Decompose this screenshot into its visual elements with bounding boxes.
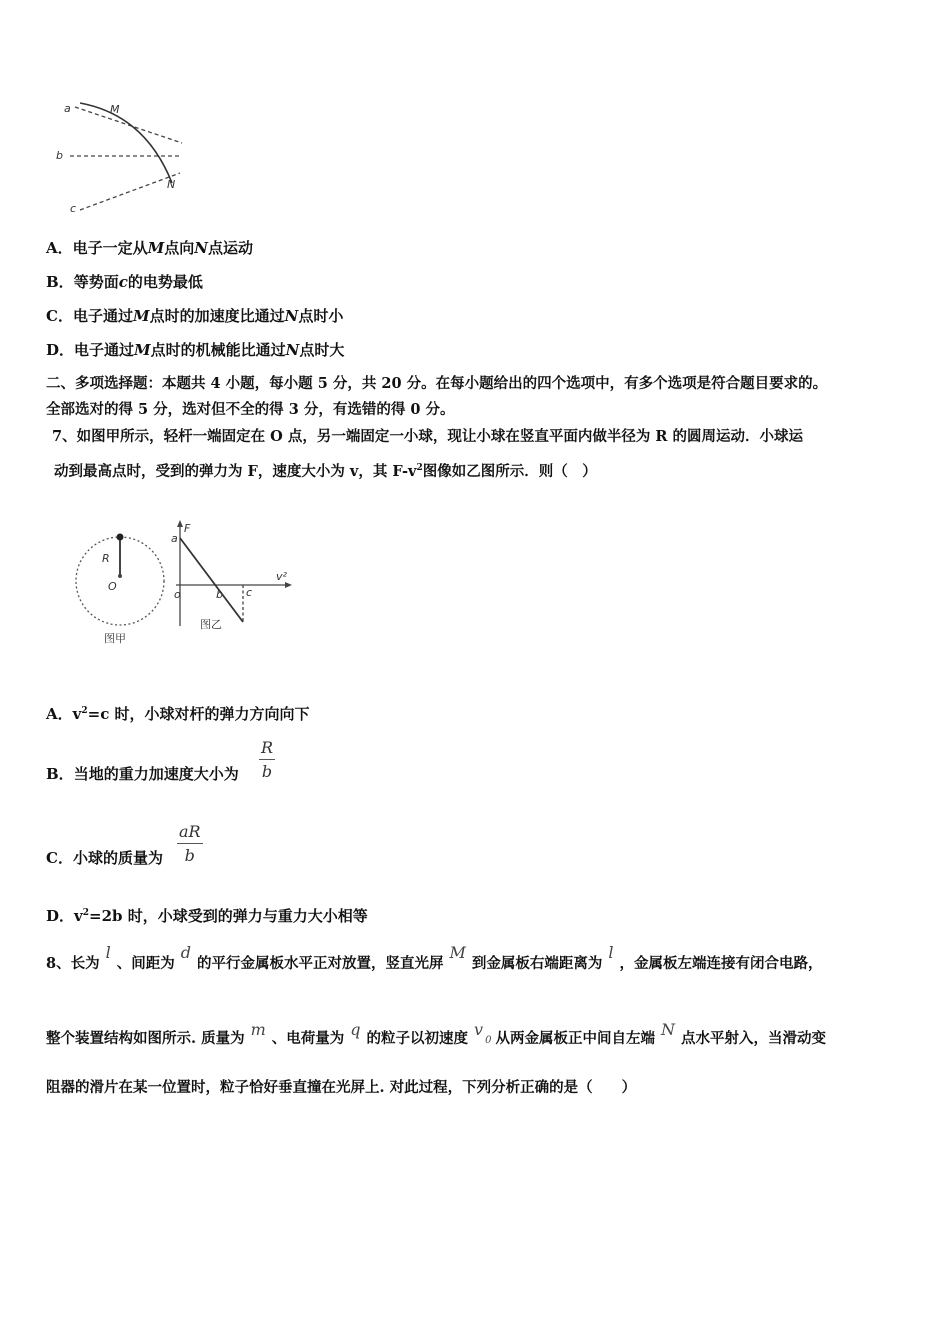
q6-option-b: B．等势面c的电势最低 [46,273,203,291]
fraction-ar-over-b: aR b [179,822,201,865]
section2-line1: 二、多项选择题：本题共 4 小题，每小题 5 分，共 20 分。在每小题给出的四个选项中，有多个选项是符合题目要求的。 [46,375,828,392]
pivot-o [118,574,122,578]
label-v2: v² [276,570,287,583]
section2-line2: 全部选对的得 5 分，选对但不全的得 3 分，有选错的得 0 分。 [46,401,455,418]
f-v2-graph [170,518,295,638]
q6-option-c: C．电子通过M点时的加速度比通过N点时小 [46,307,344,325]
label-a: a [64,102,71,115]
label-F: F [184,522,191,535]
label-a-intercept: a [171,532,178,545]
ball [117,534,124,541]
equipotential-figure [50,95,190,220]
q7-option-d: D．$v^2=2b$ 时，小球受到的弹力与重力大小相等 [46,907,368,925]
f-v2-line [180,538,243,622]
q7-stem-line2: 动到最高点时，受到的弹力为 F，速度大小为 v，其 $F-v^2$图像如乙图所示．则（ ） [54,463,597,480]
label-O: O [108,580,117,593]
q6-option-d: D．电子通过M点时的机械能比通过N点时大 [46,341,345,359]
equipotential-line-a [75,107,182,143]
label-M: M [110,103,120,116]
fraction-r-over-b: R b [261,738,274,781]
q7-option-a: A．$v^2=c$ 时，小球对杆的弹力方向向下 [46,705,310,723]
caption-fig-b: 图乙 [200,618,222,631]
q6-option-a: A．电子一定从M点向N点运动 [46,239,254,257]
q7-option-b: B．当地的重力加速度大小为 [46,765,239,783]
label-origin: o [174,588,181,601]
equipotential-line-c [80,173,180,210]
q7-stem-line1: 7、如图甲所示，轻杆一端固定在 O 点，另一端固定一小球，现让小球在竖直平面内做半径为 R 的圆周运动．小球运 [52,428,803,445]
f-axis-arrow [177,520,183,527]
q7-option-c: C．小球的质量为 [46,849,163,867]
label-R: R [102,552,110,565]
q8-stem-line1: 8、长为l、间距为d的平行金属板水平正对放置，竖直光屏M到金属板右端距离为l，金属板左端连接有闭合电路， [46,943,823,972]
q8-stem-line3: 阻器的滑片在某一位置时，粒子恰好垂直撞在光屏上. 对此过程，下列分析正确的是（ ） [46,1079,637,1096]
electron-trajectory [80,103,172,183]
label-N: N [167,178,176,191]
circular-motion-figure [70,527,180,652]
label-b: b [56,149,63,162]
label-c: c [70,202,77,215]
caption-fig-a: 图甲 [104,632,126,645]
label-b-intercept: b [216,588,223,601]
label-c-point: c [246,586,253,599]
q8-stem-line2: 整个装置结构如图所示. 质量为 m 、电荷量为 q 的粒子以初速度 $v_0$ 从两金属板正中间自左端 N 点水平射入，当滑动变 [46,1020,826,1047]
